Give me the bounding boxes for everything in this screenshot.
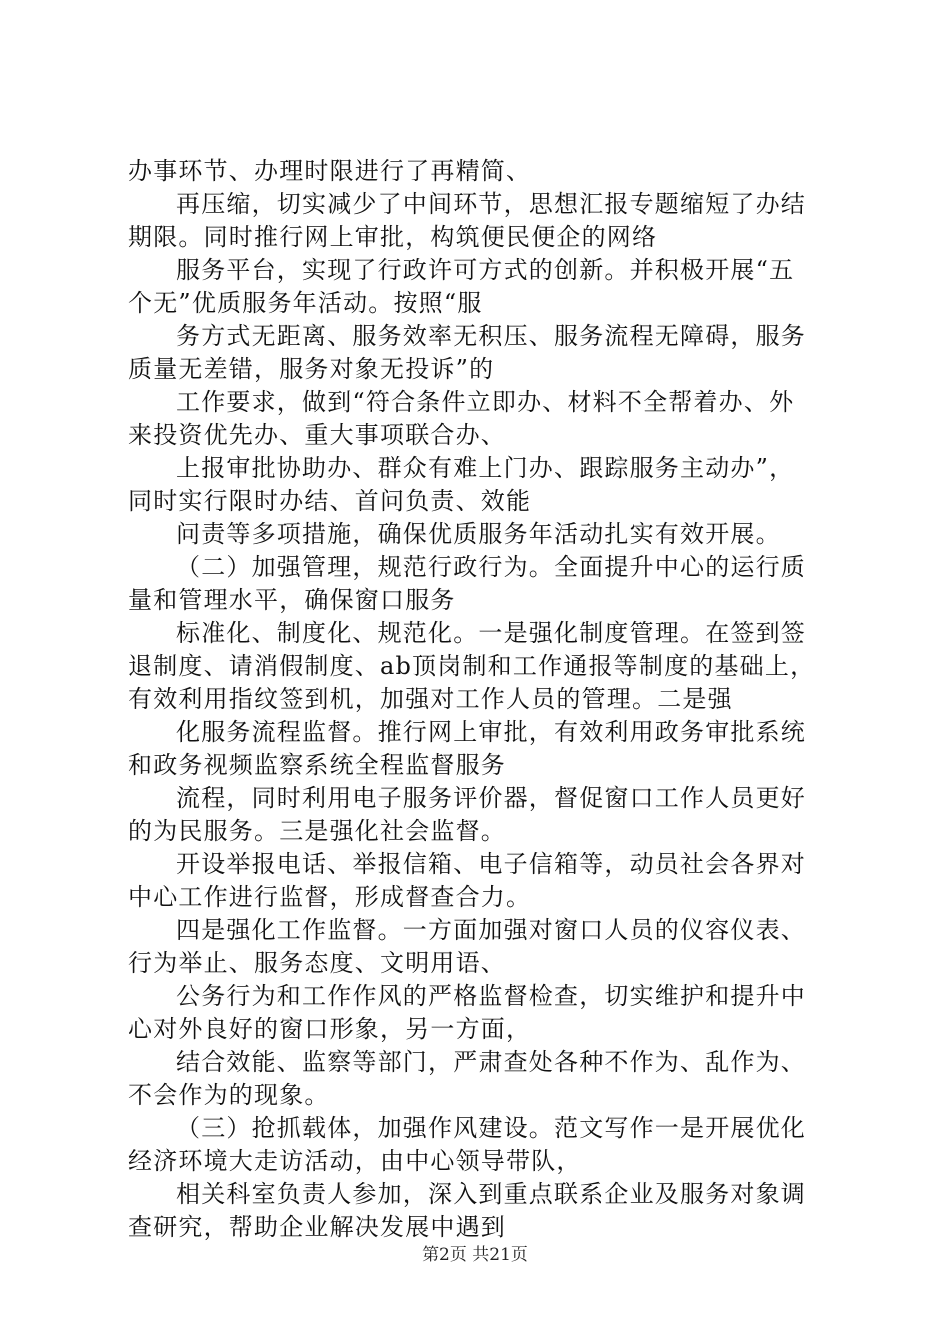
text-line: 期限。同时推行网上审批，构筑便民便企的网络 [128,223,658,251]
text-line: 公务行为和工作作风的严格监督检查，切实维护和提升中 [176,982,806,1010]
text-line: 个无”优质服务年活动。按照“服 [128,289,483,317]
text-line: 办事环节、办理时限进行了再精简、 [128,157,532,185]
text-line: 相关科室负责人参加，深入到重点联系企业及服务对象调 [176,1180,806,1208]
text-line: 和政务视频监察系统全程监督服务 [128,751,506,779]
text-line: 量和管理水平，确保窗口服务 [128,586,456,614]
text-line: 行为举止、服务态度、文明用语、 [128,949,506,977]
text-line: 的为民服务。三是强化社会监督。 [128,817,506,845]
text-line: （二）加强管理，规范行政行为。全面提升中心的运行质 [176,553,806,581]
page-footer: 第2页 共21页 [422,1245,528,1265]
document-body [128,155,848,1244]
text-line: 四是强化工作监督。一方面加强对窗口人员的仪容仪表、 [176,916,806,944]
text-line: 退制度、请消假制度、ab顶岗制和工作通报等制度的基础上， [128,652,816,680]
text-line: 不会作为的现象。 [128,1081,330,1109]
text-line: 问责等多项措施，确保优质服务年活动扎实有效开展。 [176,520,781,548]
text-line: 标准化、制度化、规范化。一是强化制度管理。在签到签 [176,619,806,647]
text-line: 查研究，帮助企业解决发展中遇到 [128,1213,506,1241]
text-line: 流程，同时利用电子服务评价器，督促窗口工作人员更好 [176,784,806,812]
text-line: 化服务流程监督。推行网上审批，有效利用政务审批系统 [176,718,806,746]
text-line: 同时实行限时办结、首问负责、效能 [128,487,532,515]
text-line: 务方式无距离、服务效率无积压、服务流程无障碍，服务 [176,322,806,350]
text-line: 有效利用指纹签到机，加强对工作人员的管理。二是强 [128,685,733,713]
text-line: 上报审批协助办、群众有难上门办、跟踪服务主动办”， [176,454,795,482]
text-line: 服务平台，实现了行政许可方式的创新。并积极开展“五 [176,256,795,284]
text-line: 结合效能、监察等部门，严肃查处各种不作为、乱作为、 [176,1048,806,1076]
text-line: 开设举报电话、举报信箱、电子信箱等，动员社会各界对 [176,850,806,878]
text-line: 心对外良好的窗口形象，另一方面， [128,1015,532,1043]
text-line: 来投资优先办、重大事项联合办、 [128,421,506,449]
text-line: 经济环境大走访活动，由中心领导带队， [128,1147,582,1175]
text-line: 工作要求，做到“符合条件立即办、材料不全帮着办、外 [176,388,795,416]
text-line: 中心工作进行监督，形成督查合力。 [128,883,532,911]
text-line: 再压缩，切实减少了中间环节，思想汇报专题缩短了办结 [176,190,806,218]
text-line: 质量无差错，服务对象无投诉”的 [128,355,495,383]
text-line: （三）抢抓载体，加强作风建设。范文写作一是开展优化 [176,1114,806,1142]
